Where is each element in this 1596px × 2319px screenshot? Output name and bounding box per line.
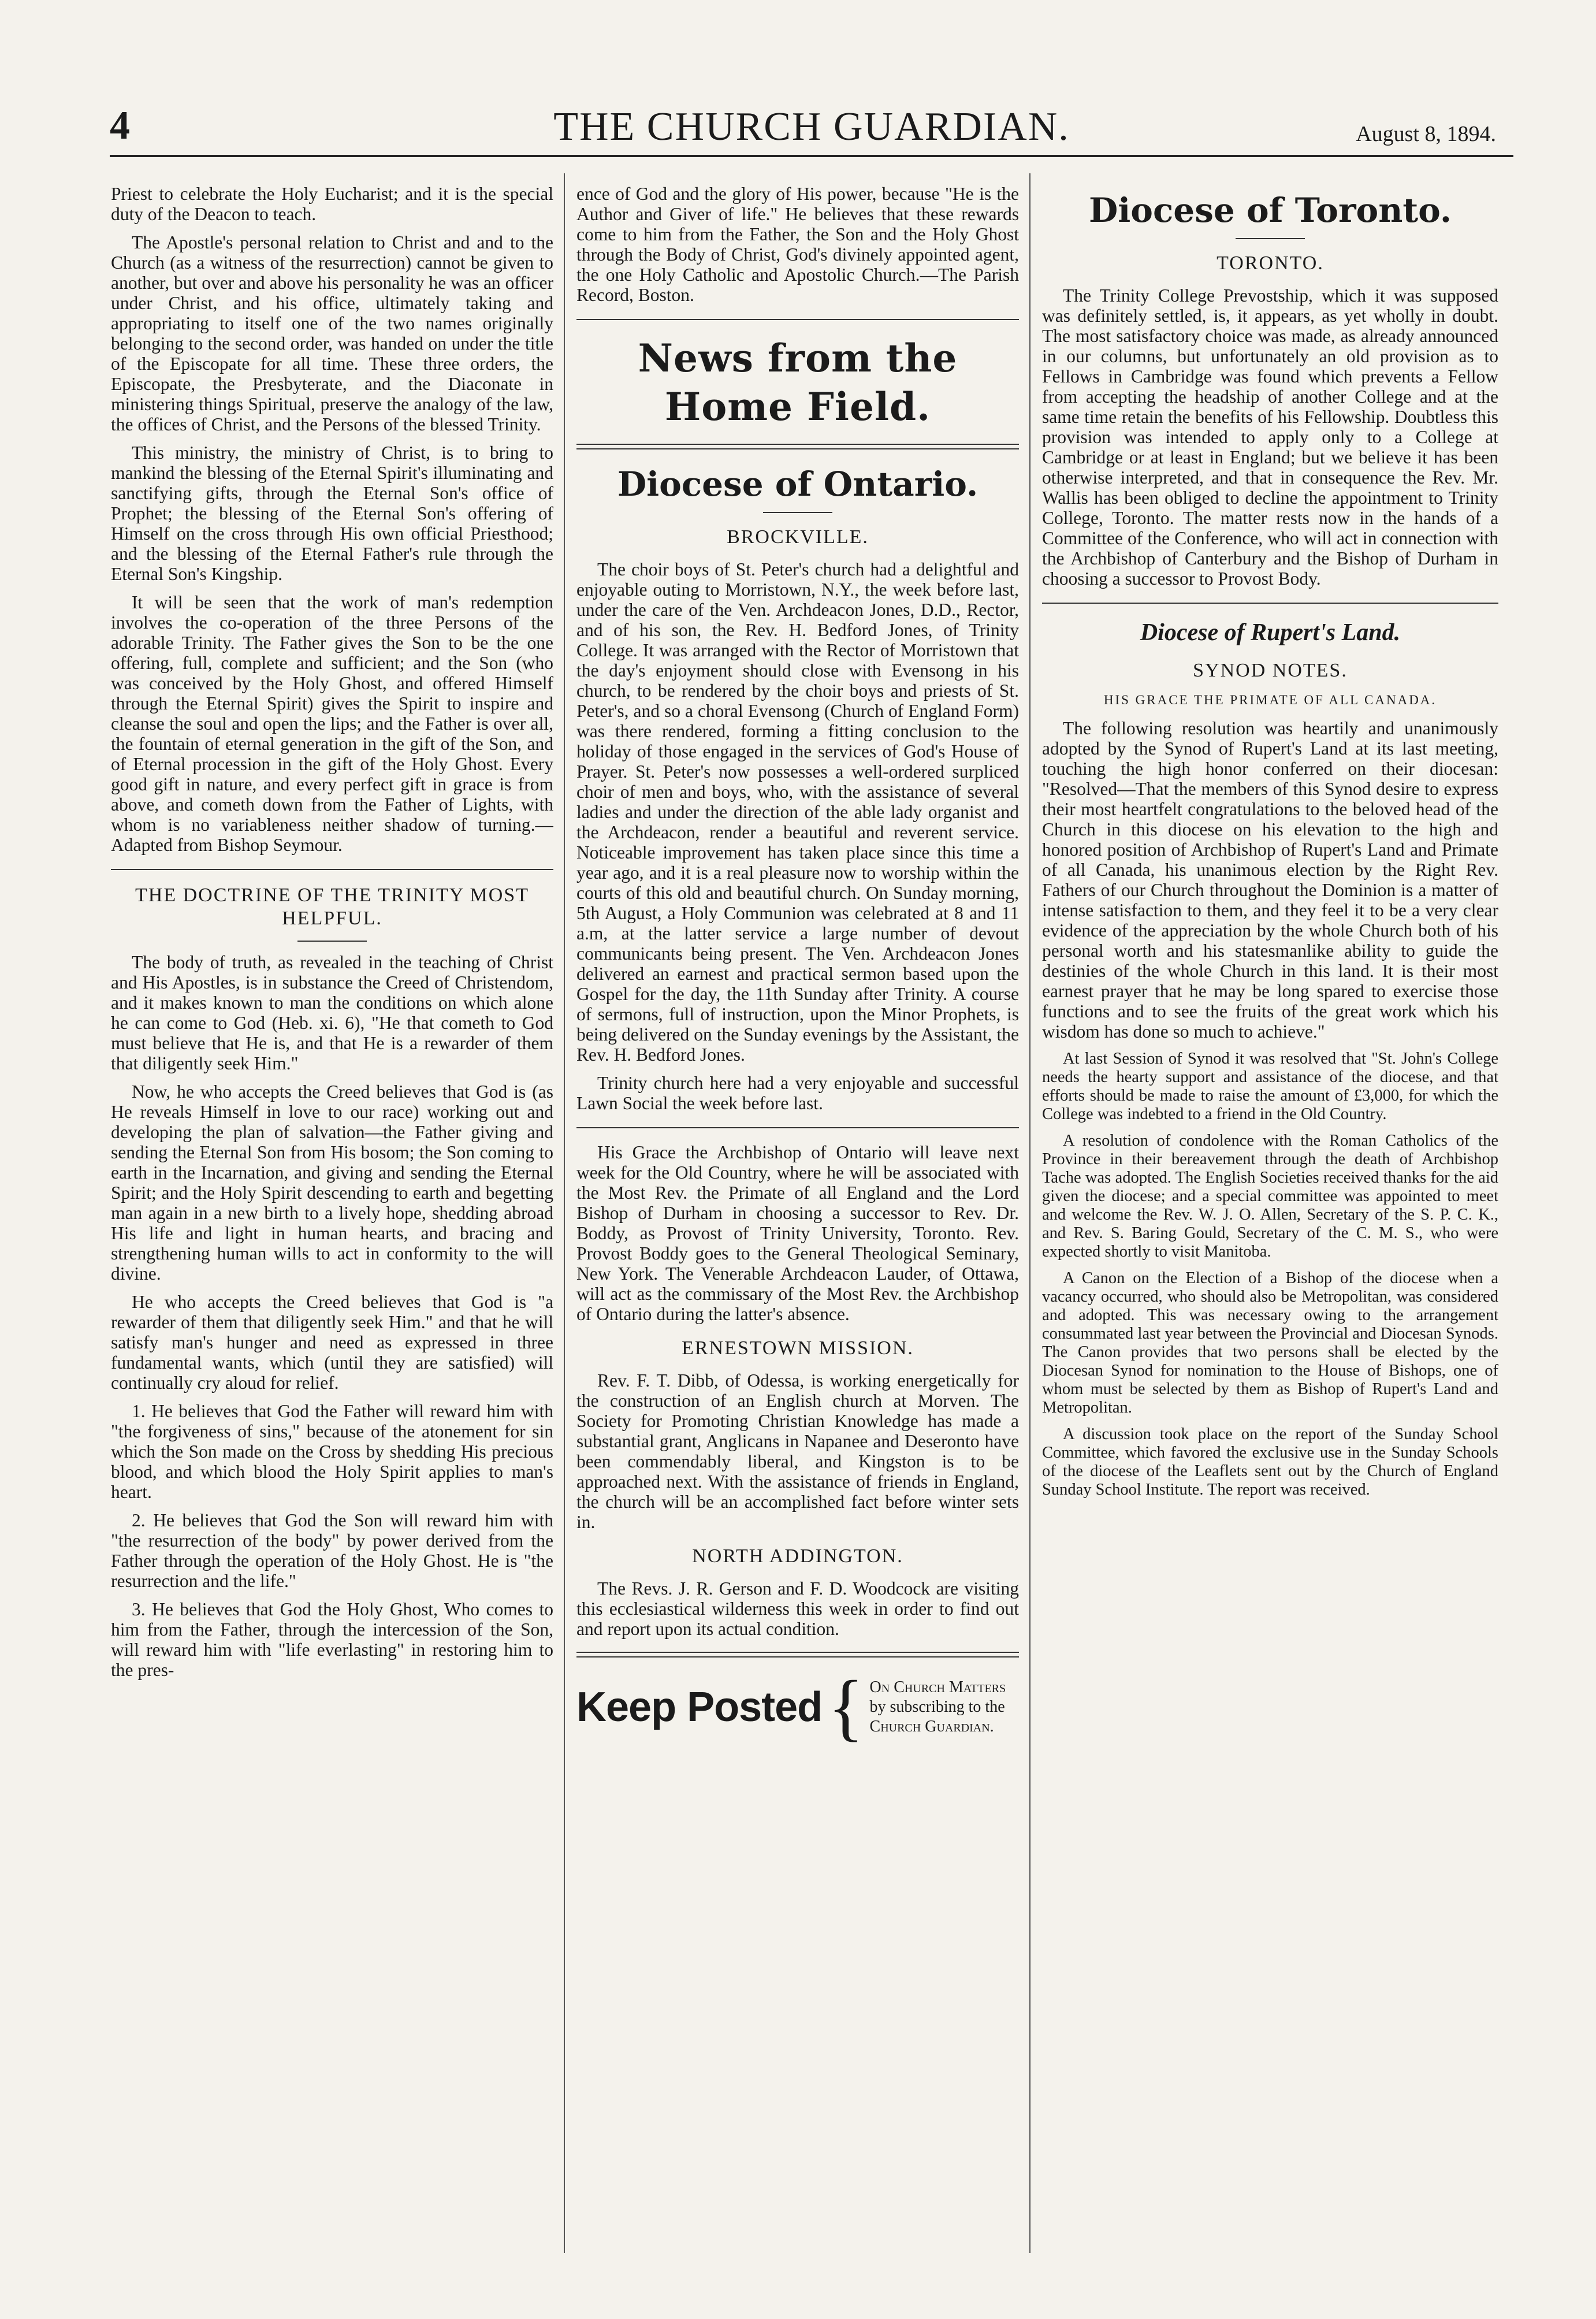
article-paragraph: It will be seen that the work of man's redemption involves the co-operation of the three Persons of the adorable Trinity. The Father gives the Son to be the one offering, full, complete and sufficient; and the Son (who was conceived by the Holy Ghost, and offered Himself through the Eternal Spirit) gives the Spirit to inspire and cleanse the soul and open the lips; and the Father is over all, the fountain of eternal generation in the gift of the Son, and of Eternal procession in the gift of the Holy Ghost. Every good gift in nature, and every perfect gift in grace is from above, and cometh down from the Father of Lights, with whom is no variableness neither shadow of turning.— Adapted from Bishop Seymour. — [111, 592, 553, 855]
column-3 — [1042, 184, 1498, 2252]
section-divider — [576, 319, 1019, 320]
article-paragraph: 2. He believes that God the Son will reward him with "the resurrection of the body" by power derived from the Father through the operation of the Holy Ghost. He is "the resurrection and the life." — [111, 1510, 553, 1591]
article-paragraph: A discussion took place on the report of the Sunday School Committee, which favored the exclusive use in the Sunday Schools of the diocese of the Leaflets sent out by the Church of England Sunday School Institute. The report was received. — [1042, 1425, 1498, 1499]
article-paragraph: The Apostle's personal relation to Christ and and to the Church (as a witness of the resurrection) cannot be given to another, but over and above his personality he was an officer under Christ, and his office, ultimately taking and appropriating to itself one of the two names originally belonging to the second order, was handed on under the title of the Episcopate for all time. These three orders, the Episcopate, the Presbyterate, and the Diaconate in ministering things Spiritual, preserve the analogy of the law, the offices of Christ, and the Persons of the blessed Trinity. — [111, 232, 553, 434]
article-paragraph: A Canon on the Election of a Bishop of the diocese when a vacancy occurred, who should also be Metropolitan, was considered and adopted. This was necessary owing to the arrangement consummated last year between the Provincial and Diocesan Synods. The Canon provides that two persons shall be elected by the Diocesan Synod for nomination to the House of Bishops, one of whom must be selected by them as Bishop of Rupert's Land and Metropolitan. — [1042, 1269, 1498, 1417]
article-paragraph: Trinity church here had a very enjoyable and successful Lawn Social the week before last. — [576, 1073, 1019, 1113]
ad-headline: Keep Posted — [576, 1684, 823, 1730]
place-heading: BROCKVILLE. — [727, 526, 869, 548]
article-paragraph: 3. He believes that God the Holy Ghost, Who comes to him from the Father, through the intercession of the Son, will reward him with "life everlasting" in restoring him to the pres- — [111, 1599, 553, 1680]
article-paragraph: The Trinity College Prevostship, which it was supposed was definitely settled, is, it appears, as yet wholly in doubt. The most satisfactory choice was made, as already announced in our columns, but unfortunately an old provision as to Fellows in Cambridge was found which prevents a Fellow from accepting the headship of another College and at the same time retain the benefits of his Fellowship. Doubtless this provision was intended to apply only to a College at Cambridge or at least in England; but we believe it has been otherwise interpreted, and that in consequence the Rev. Mr. Wallis has been obliged to decline the appointment to Trinity College, Toronto. The matter rests now in the hands of a Committee of the Conference, who will act in connection with the Archbishop of Canterbury and the Bishop of Durham in choosing a successor to Provost Body. — [1042, 285, 1498, 589]
diocese-heading: Diocese of Toronto. — [1088, 191, 1452, 230]
article-paragraph: The following resolution was heartily and unanimously adopted by the Synod of Rupert's Land at its last meeting, touching the high honor conferred on their diocesan: "Resolved—That the members of this Synod desire to express their most heartfelt congratulations to the beloved head of the Church in this diocese on his elevation to the high and honored position of Archbishop of Rupert's Land and Primate of all Canada, his unanimous election by the Right Rev. Fathers of our Church throughout the Dominion is a matter of intense satisfaction to them, and they feel it to be a very clear evidence of the appreciation by the whole Church both of his personal worth and his statesmanlike ability to guide the destinies of the whole Church in this land. It is their most earnest prayer that he may be long spared to exercise those functions and to see the fruits of the great work which his wisdom has done so much to achieve." — [1042, 718, 1498, 1042]
column-2 — [576, 184, 1019, 2252]
heading-rule — [1236, 238, 1305, 239]
article-paragraph: Now, he who accepts the Creed believes that God is (as He reveals Himself in love to our race) working out and developing the plan of salvation—the Father giving and sending the Eternal Son from His bosom; the Son coming to earth in the Incarnation, and giving and sending the Eternal Spirit; and the Holy Spirit descending to earth and begetting man again in a new birth to a lively hope, shedding abroad His life and light in human hearts, and bracing and strengthening human wills to act in conformity to the will divine. — [111, 1082, 553, 1284]
diocese-heading: Diocese of Rupert's Land. — [1140, 619, 1401, 646]
article-heading: THE DOCTRINE OF THE TRINITY MOST HELPFUL. — [135, 885, 529, 929]
column-rule — [564, 173, 565, 2253]
article-paragraph: He who accepts the Creed believes that God is "a rewarder of them that diligently seek Him." and that he will satisfy man's hunger and need as expressed in three fundamental wants, which (until they are satisfied) will continually cry aloud for relief. — [111, 1292, 553, 1393]
section-divider — [576, 1652, 1019, 1658]
place-heading: NORTH ADDINGTON. — [692, 1545, 903, 1567]
article-paragraph: The body of truth, as revealed in the teaching of Christ and His Apostles, is in substance the Creed of Christendom, and it makes known to man the conditions on which alone he can come to God (Heb. xi. 6), "He that cometh to God must believe that He is, and that He is a rewarder of them that diligently seek Him." — [111, 952, 553, 1073]
article-paragraph: Rev. F. T. Dibb, of Odessa, is working energetically for the construction of an English church at Morven. The Society for Promoting Christian Knowledge has made a substantial grant, Anglicans in Napanee and Deseronto have been commendably liberal, and Kingston is to be approached next. With the assistance of friends in England, the church will be an accomplished fact before winter sets in. — [576, 1370, 1019, 1532]
place-heading: ERNESTOWN MISSION. — [682, 1337, 914, 1359]
column-rule — [1029, 173, 1030, 2253]
newspaper-title: THE CHURCH GUARDIAN. — [553, 105, 1070, 149]
brace-glyph: { — [828, 1666, 864, 1749]
article-paragraph: At last Session of Synod it was resolved that "St. John's College needs the hearty support and assistance of the diocese, and that efforts should be made to raise the amount of £3,000, for which the College was indebted to a friend in the Old Country. — [1042, 1050, 1498, 1123]
place-heading: TORONTO. — [1216, 252, 1324, 274]
masthead — [110, 103, 1513, 157]
article-paragraph: His Grace the Archbishop of Ontario will leave next week for the Old Country, where he will be associated with the Most Rev. the Primate of all England and the Lord Bishop of Durham in choosing a successor to Rev. Dr. Boddy, as Provost of Trinity University, Toronto. Rev. Provost Boddy goes to the General Theological Seminary, New York. The Venerable Archdeacon Lauder, of Ottawa, will act as the commissary of the Most Rev. the Archbishop of Ontario during the latter's absence. — [576, 1142, 1019, 1324]
issue-date: August 8, 1894. — [1356, 122, 1496, 146]
article-paragraph: Priest to celebrate the Holy Eucharist; and it is the special duty of the Deacon to teach. — [111, 184, 553, 224]
caps-subheading: HIS GRACE THE PRIMATE OF ALL CANADA. — [1103, 693, 1437, 707]
subheading: SYNOD NOTES. — [1193, 660, 1348, 681]
section-divider — [576, 1127, 1019, 1128]
ad-line: Church Guardian. — [869, 1718, 994, 1735]
subscription-ad — [576, 1666, 1019, 1749]
column-1 — [111, 184, 553, 2252]
section-divider — [1042, 603, 1498, 604]
diocese-heading: Diocese of Ontario. — [617, 464, 979, 504]
article-paragraph: The Revs. J. R. Gerson and F. D. Woodcock are visiting this ecclesiastical wilderness this week in order to find out and report upon its actual condition. — [576, 1578, 1019, 1639]
ad-line: On Church Matters — [869, 1678, 1006, 1696]
heading-rule — [763, 512, 832, 513]
article-paragraph: The choir boys of St. Peter's church had a delightful and enjoyable outing to Morristown, N.Y., the week before last, under the care of the Ven. Archdeacon Jones, D.D., Rector, and of his son, the Rev. H. Bedford Jones, of Trinity College. It was arranged with the Rector of Morristown that the day's enjoyment should close with Evensong in his church, to be rendered by the choir boys and priests of St. Peter's, and so a choral Evensong (Church of England Form) was there rendered, forming a fitting conclusion to the holiday of those engaged in the services of God's House of Prayer. St. Peter's now possesses a well-ordered surpliced choir of men and boys, who, with the assistance of several ladies and under the direction of the able lady organist and the Archdeacon, render a beautiful and reverent service. Noticeable improvement has taken place since this time a year ago, and it is a real pleasure now to worship within the courts of this old and beautiful church. On Sunday morning, 5th August, a Holy Communion was celebrated at 8 and 11 a.m, at the latter service a large number of devout communicants being present. The Ven. Archdeacon Jones delivered an earnest and practical sermon based upon the Gospel for the day, the 11th Sunday after Trinity. A course of sermons, full of instruction, upon the Minor Prophets, is being delivered on the Sunday evenings by the Assistant, the Rev. H. Bedford Jones. — [576, 559, 1019, 1065]
heading-rule — [297, 941, 367, 942]
section-divider — [111, 869, 553, 870]
article-paragraph: 1. He believes that God the Father will reward him with "the forgiveness of sins," because of the atonement for sin which the Son made on the Cross by shedding His precious blood, and which blood the Holy Spirit applies to man's heart. — [111, 1401, 553, 1502]
article-paragraph: This ministry, the ministry of Christ, is to bring to mankind the blessing of the Eternal Spirit's illuminating and sanctifying gifts, through the Eternal Son's office of Prophet; the blessing of the Eternal Son's offering of Himself on the cross through His own official Priesthood; and the blessing of the Eternal Father's rule through the Eternal Son's Kingship. — [111, 443, 553, 584]
ad-text — [870, 1678, 1006, 1737]
page-number: 4 — [110, 103, 130, 148]
article-paragraph: A resolution of condolence with the Roman Catholics of the Province in their bereavement through the death of Archbishop Tache was adopted. The English Societies received thanks for the aid given the diocese; and a special committee was appointed to meet and welcome the Rev. W. J. O. Allen, Secretary of the S. P. C. K., and Rev. S. Baring Gould, Secretary of the C. M. S., who were expected shortly to visit Manitoba. — [1042, 1132, 1498, 1261]
section-banner: News from the Home Field. — [638, 336, 958, 429]
article-paragraph: ence of God and the glory of His power, because "He is the Author and Giver of life." He believes that these rewards come to him from the Father, the Son and the Holy Ghost through the Body of Christ, God's divinely appointed agent, the one Holy Catholic and Apostolic Church.—The Parish Record, Boston. — [576, 184, 1019, 305]
ad-line: by subscribing to the — [869, 1698, 1005, 1716]
banner-rule — [576, 444, 1019, 449]
